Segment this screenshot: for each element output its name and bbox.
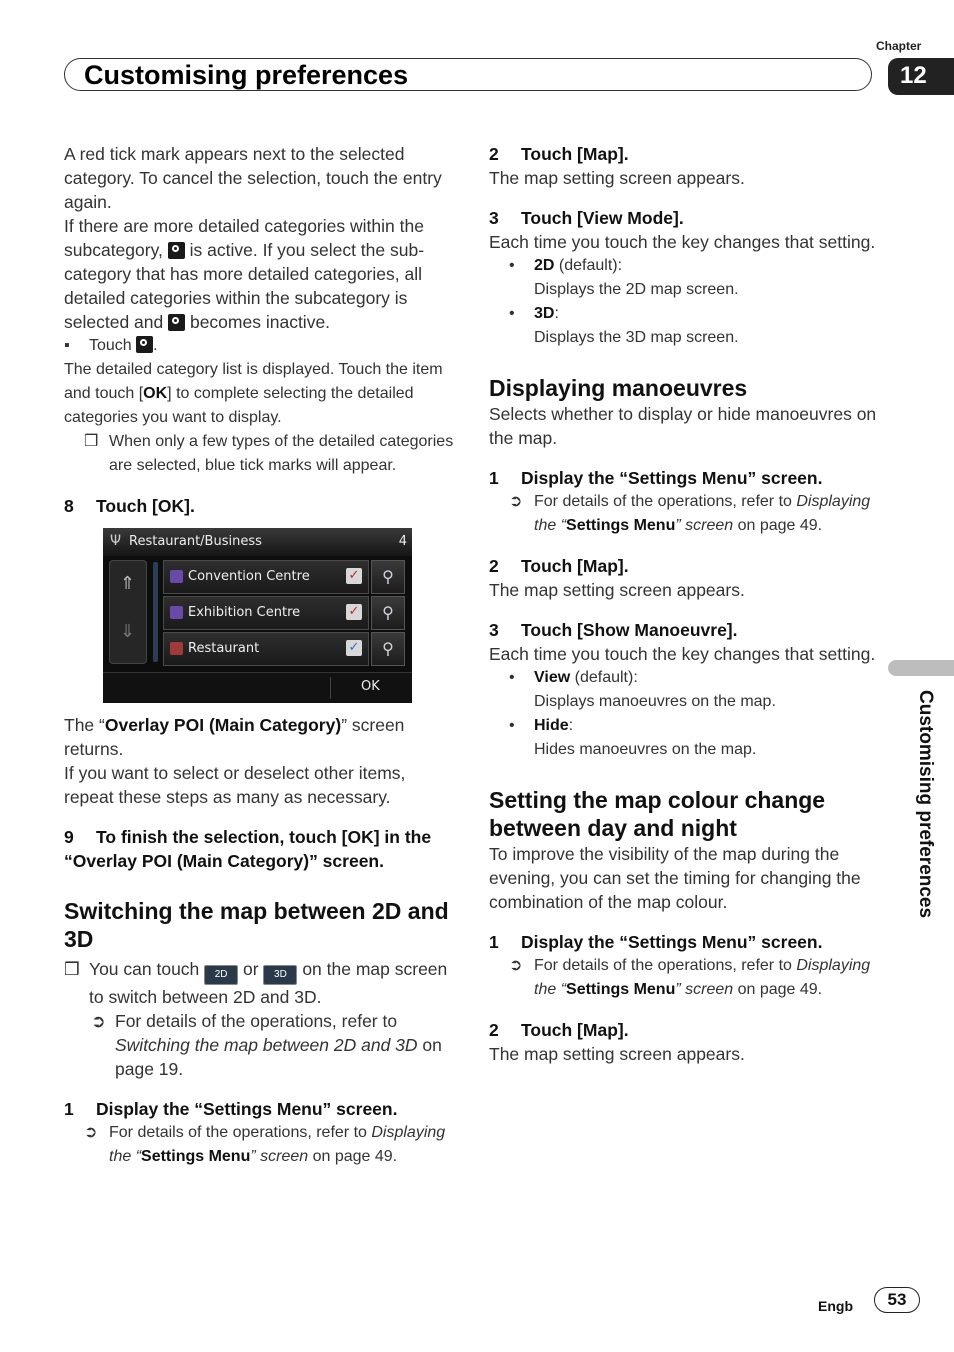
- checkbox-note-icon: ❒: [84, 433, 99, 450]
- chapter-number: 12: [888, 58, 954, 95]
- bullet-item: ▪ Touch .: [64, 334, 456, 358]
- screen-header: [103, 528, 412, 556]
- step-2: 2 Touch [Map].: [489, 556, 629, 576]
- bullet-dot-icon: •: [509, 305, 515, 322]
- screen-footer: [103, 672, 412, 703]
- bullet-dot-icon: •: [509, 257, 515, 274]
- paragraph: If you want to select or deselect other items, repeat these steps as many as necessary.: [64, 763, 406, 807]
- step-2: 2 Touch [Map].: [489, 1020, 629, 1040]
- step-3: 3 Touch [Show Manoeuvre].: [489, 620, 738, 640]
- scroll-control[interactable]: [109, 560, 147, 664]
- step-1: 1 Display the “Settings Menu” screen.: [489, 468, 823, 488]
- bullet-item: • View (default):: [489, 666, 881, 690]
- reference-item: ➲ For details of the operations, refer to Switching the map between 2D and 3D on page 19.: [91, 1011, 442, 1079]
- note-item: ❒ When only a few types of the detailed categories are selected, blue tick marks will appear.: [64, 430, 456, 478]
- paragraph: The map setting screen appears.: [489, 580, 745, 600]
- red-tick-icon[interactable]: ✓: [346, 568, 362, 584]
- item-count: 4: [398, 534, 407, 549]
- blue-tick-icon[interactable]: ✓: [346, 640, 362, 656]
- side-tab-marker: [888, 660, 954, 676]
- page-title: Customising preferences: [84, 60, 409, 90]
- square-bullet-icon: ▪: [64, 337, 70, 354]
- fork-knife-icon: Ψ: [110, 533, 122, 549]
- magnifier-button[interactable]: ⚲: [371, 560, 405, 594]
- bullet-description: Displays the 2D map screen.: [534, 281, 739, 298]
- list-item[interactable]: Convention Centre ✓: [163, 560, 369, 594]
- step-1: 1 Display the “Settings Menu” screen.: [64, 1099, 398, 1119]
- section-heading: Switching the map between 2D and 3D: [64, 898, 449, 952]
- side-tab-label: Customising preferences: [915, 690, 936, 919]
- arrow-reference-icon: ➲: [509, 957, 523, 974]
- red-tick-icon[interactable]: ✓: [346, 604, 362, 620]
- bullet-dot-icon: •: [509, 717, 515, 734]
- screen-title: Restaurant/Business: [129, 534, 262, 549]
- language-code: Engb: [818, 1298, 853, 1314]
- scroll-up-icon[interactable]: ⇑: [120, 573, 136, 594]
- 3d-button-icon: 3D: [263, 965, 297, 985]
- list-item[interactable]: Exhibition Centre ✓: [163, 596, 369, 630]
- arrow-reference-icon: ➲: [84, 1124, 98, 1141]
- reference-item: ➲ For details of the operations, refer to Displaying the “Settings Menu” screen on page 49.: [64, 1121, 456, 1169]
- paragraph: The “Overlay POI (Main Category)” screen returns.: [64, 715, 405, 759]
- reference-item: ➲ For details of the operations, refer to Displaying the “Settings Menu” screen on page 49.: [489, 490, 881, 538]
- step-3: 3 Touch [View Mode].: [489, 208, 684, 228]
- right-column: [489, 142, 881, 1066]
- search-icon: [136, 336, 153, 353]
- paragraph: The detailed category list is displayed. Touch the item and touch [OK] to complete selecting the detailed categories you want to display.: [64, 361, 443, 426]
- bullet-description: Hides manoeuvres on the map.: [534, 741, 757, 758]
- step-1: 1 Display the “Settings Menu” screen.: [489, 932, 823, 952]
- scroll-down-icon[interactable]: ⇓: [120, 621, 136, 642]
- step-9: 9 To finish the selection, touch [OK] in the “Overlay POI (Main Category)” screen.: [64, 827, 432, 871]
- section-heading: Displaying manoeuvres: [489, 375, 748, 401]
- bullet-item: • Hide:: [489, 714, 881, 738]
- bullet-item: • 3D:: [489, 302, 881, 326]
- paragraph: The map setting screen appears.: [489, 168, 745, 188]
- step-2: 2 Touch [Map].: [489, 144, 629, 164]
- checkbox-note-icon: ❒: [64, 959, 80, 979]
- chapter-label: Chapter: [876, 39, 922, 53]
- bullet-item: • 2D (default):: [489, 254, 881, 278]
- page-number: 53: [874, 1287, 920, 1313]
- device-screenshot: [103, 528, 412, 703]
- reference-item: ➲ For details of the operations, refer to Displaying the “Settings Menu” screen on page 49.: [489, 954, 881, 1002]
- bullet-dot-icon: •: [509, 669, 515, 686]
- arrow-reference-icon: ➲: [91, 1011, 106, 1031]
- search-icon: [168, 314, 185, 331]
- magnifier-button[interactable]: ⚲: [371, 596, 405, 630]
- paragraph: Selects whether to display or hide manoeuvres on the map.: [489, 404, 877, 448]
- ok-button[interactable]: OK: [361, 679, 380, 694]
- list-item[interactable]: Restaurant ✓: [163, 632, 369, 666]
- left-column: [64, 142, 456, 1169]
- 2d-button-icon: 2D: [204, 965, 238, 985]
- paragraph: The map setting screen appears.: [489, 1044, 745, 1064]
- paragraph: To improve the visibility of the map during the evening, you can set the timing for changing the combination of the map colour.: [489, 844, 861, 912]
- magnifier-button[interactable]: ⚲: [371, 632, 405, 666]
- note-item: ❒ You can touch 2D or 3D on the map screen to switch between 2D and 3D.: [64, 959, 448, 1007]
- section-heading: Setting the map colour change between day and night: [489, 787, 826, 841]
- scrollbar[interactable]: [153, 562, 158, 662]
- bullet-description: Displays the 3D map screen.: [534, 329, 739, 346]
- paragraph: Each time you touch the key changes that setting.: [489, 644, 876, 664]
- building-icon: [170, 606, 183, 619]
- arrow-reference-icon: ➲: [509, 493, 523, 510]
- search-icon: [168, 242, 185, 259]
- building-icon: [170, 570, 183, 583]
- paragraph: A red tick mark appears next to the selected category. To cancel the selection, touch the entry again.: [64, 144, 442, 212]
- restaurant-icon: [170, 642, 183, 655]
- paragraph: If there are more detailed categories within the subcategory, is active. If you select the sub-category that has more detailed categories, all detailed categories within the subcategory is selected and becomes inactive.: [64, 216, 425, 332]
- paragraph: Each time you touch the key changes that setting.: [489, 232, 876, 252]
- bullet-description: Displays manoeuvres on the map.: [534, 693, 776, 710]
- step-8: 8 Touch [OK].: [64, 496, 195, 516]
